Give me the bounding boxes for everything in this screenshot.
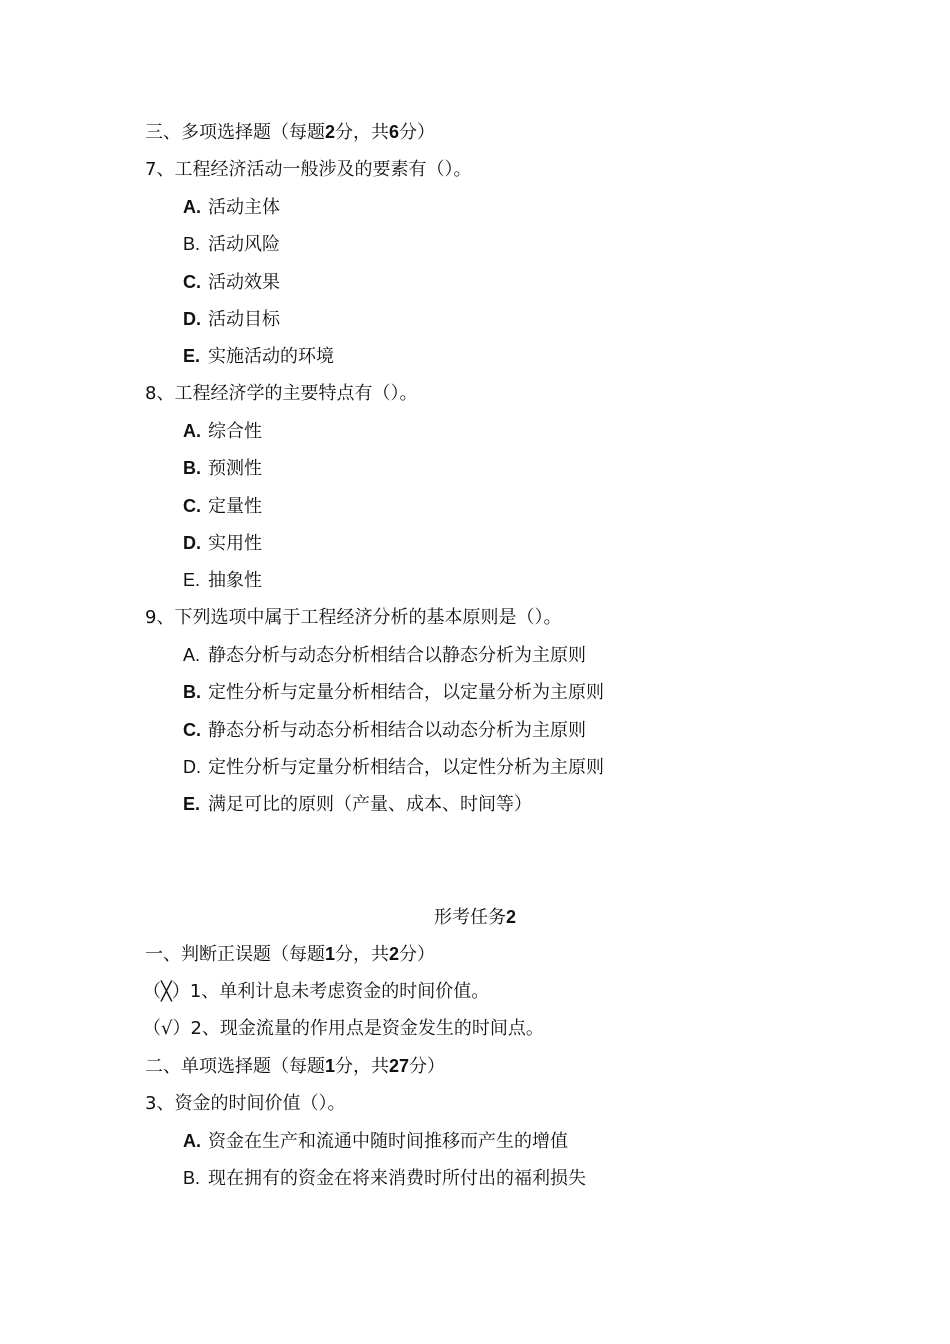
q8-option-d [183, 531, 262, 555]
heading-number: 2 [325, 122, 336, 142]
q9-option-d [183, 755, 604, 779]
heading-text: 分，共 [335, 1056, 390, 1077]
q8-option-b [183, 456, 262, 480]
option-text: 综合性 [208, 421, 262, 442]
q8-option-a [183, 419, 262, 443]
judge-item-1 [143, 980, 489, 1004]
option-letter: E. [183, 570, 201, 590]
question-3: 3、资金的时间价值（）。 [145, 1093, 346, 1114]
option-text: 活动风险 [208, 234, 280, 255]
option-text: 静态分析与动态分析相结合以静态分析为主原则 [208, 645, 586, 666]
option-letter: E. [183, 794, 201, 814]
section-heading-single-choice [145, 1054, 445, 1078]
section-heading-multiple-choice [145, 120, 435, 144]
heading-text: 分） [399, 944, 436, 965]
option-text: 活动目标 [208, 309, 280, 330]
task-title-text: 形考任务 [433, 907, 506, 928]
judge-mark-check: （√） [143, 1018, 191, 1039]
judge-number: 1 [189, 981, 202, 1002]
judge-mark-cross: （╳） [143, 981, 190, 1002]
option-letter: A. [183, 421, 201, 441]
task-title [0, 905, 950, 929]
heading-text: 分，共 [335, 944, 390, 965]
option-letter: E. [183, 346, 201, 366]
q7-option-d [183, 307, 280, 331]
option-text: 定性分析与定量分析相结合，以定量分析为主原则 [208, 682, 604, 703]
task-title-number: 2 [505, 907, 516, 927]
question-9: 9、下列选项中属于工程经济分析的基本原则是（）。 [145, 607, 562, 628]
q8-option-c [183, 494, 262, 518]
q7-option-a [183, 195, 280, 219]
judge-number: 2 [190, 1018, 202, 1039]
option-letter: D. [183, 533, 201, 553]
option-letter: D. [183, 309, 201, 329]
heading-number: 1 [325, 1056, 336, 1076]
option-text: 满足可比的原则（产量、成本、时间等） [208, 794, 532, 815]
q3-option-a [183, 1129, 568, 1153]
judge-text: 、单利计息未考虑资金的时间价值。 [201, 981, 490, 1002]
heading-number: 27 [389, 1056, 410, 1076]
option-text: 现在拥有的资金在将来消费时所付出的福利损失 [208, 1168, 586, 1189]
option-letter: C. [183, 496, 201, 516]
heading-text: 三、多项选择题（每题 [145, 122, 325, 143]
option-text: 静态分析与动态分析相结合以动态分析为主原则 [208, 720, 586, 741]
option-text: 预测性 [208, 458, 262, 479]
q9-option-c [183, 718, 586, 742]
heading-number: 1 [325, 944, 336, 964]
judge-item-2 [143, 1017, 544, 1041]
heading-number: 2 [389, 944, 400, 964]
heading-text: 一、判断正误题（每题 [145, 944, 325, 965]
option-text: 定性分析与定量分析相结合，以定性分析为主原则 [208, 757, 604, 778]
q7-option-c [183, 270, 280, 294]
option-text: 资金在生产和流通中随时间推移而产生的增值 [208, 1131, 568, 1152]
option-letter: C. [183, 272, 201, 292]
heading-text: 分） [399, 122, 436, 143]
option-letter: B. [183, 234, 201, 254]
option-letter: B. [183, 682, 201, 702]
q7-option-e [183, 344, 334, 368]
question-8: 8、工程经济学的主要特点有（）。 [145, 383, 418, 404]
option-letter: A. [183, 645, 201, 665]
heading-text: 二、单项选择题（每题 [145, 1056, 325, 1077]
q3-option-b [183, 1166, 586, 1190]
section-heading-true-false [145, 942, 435, 966]
judge-text: 、现金流量的作用点是资金发生的时间点。 [201, 1018, 544, 1039]
option-letter: B. [183, 1168, 201, 1188]
option-text: 实施活动的环境 [208, 346, 334, 367]
option-letter: A. [183, 197, 201, 217]
q9-option-a [183, 643, 586, 667]
q8-option-e [183, 568, 262, 592]
heading-text: 分，共 [335, 122, 390, 143]
heading-number: 6 [389, 122, 400, 142]
q7-option-b [183, 232, 280, 256]
option-text: 活动主体 [208, 197, 280, 218]
question-7: 7、工程经济活动一般涉及的要素有（）。 [145, 159, 472, 180]
option-text: 活动效果 [208, 272, 280, 293]
option-letter: B. [183, 458, 201, 478]
option-letter: C. [183, 720, 201, 740]
q9-option-e [183, 792, 532, 816]
option-letter: A. [183, 1131, 201, 1151]
heading-text: 分） [409, 1056, 446, 1077]
option-letter: D. [183, 757, 201, 777]
option-text: 定量性 [208, 496, 262, 517]
option-text: 实用性 [208, 533, 262, 554]
option-text: 抽象性 [208, 570, 262, 591]
q9-option-b [183, 680, 604, 704]
